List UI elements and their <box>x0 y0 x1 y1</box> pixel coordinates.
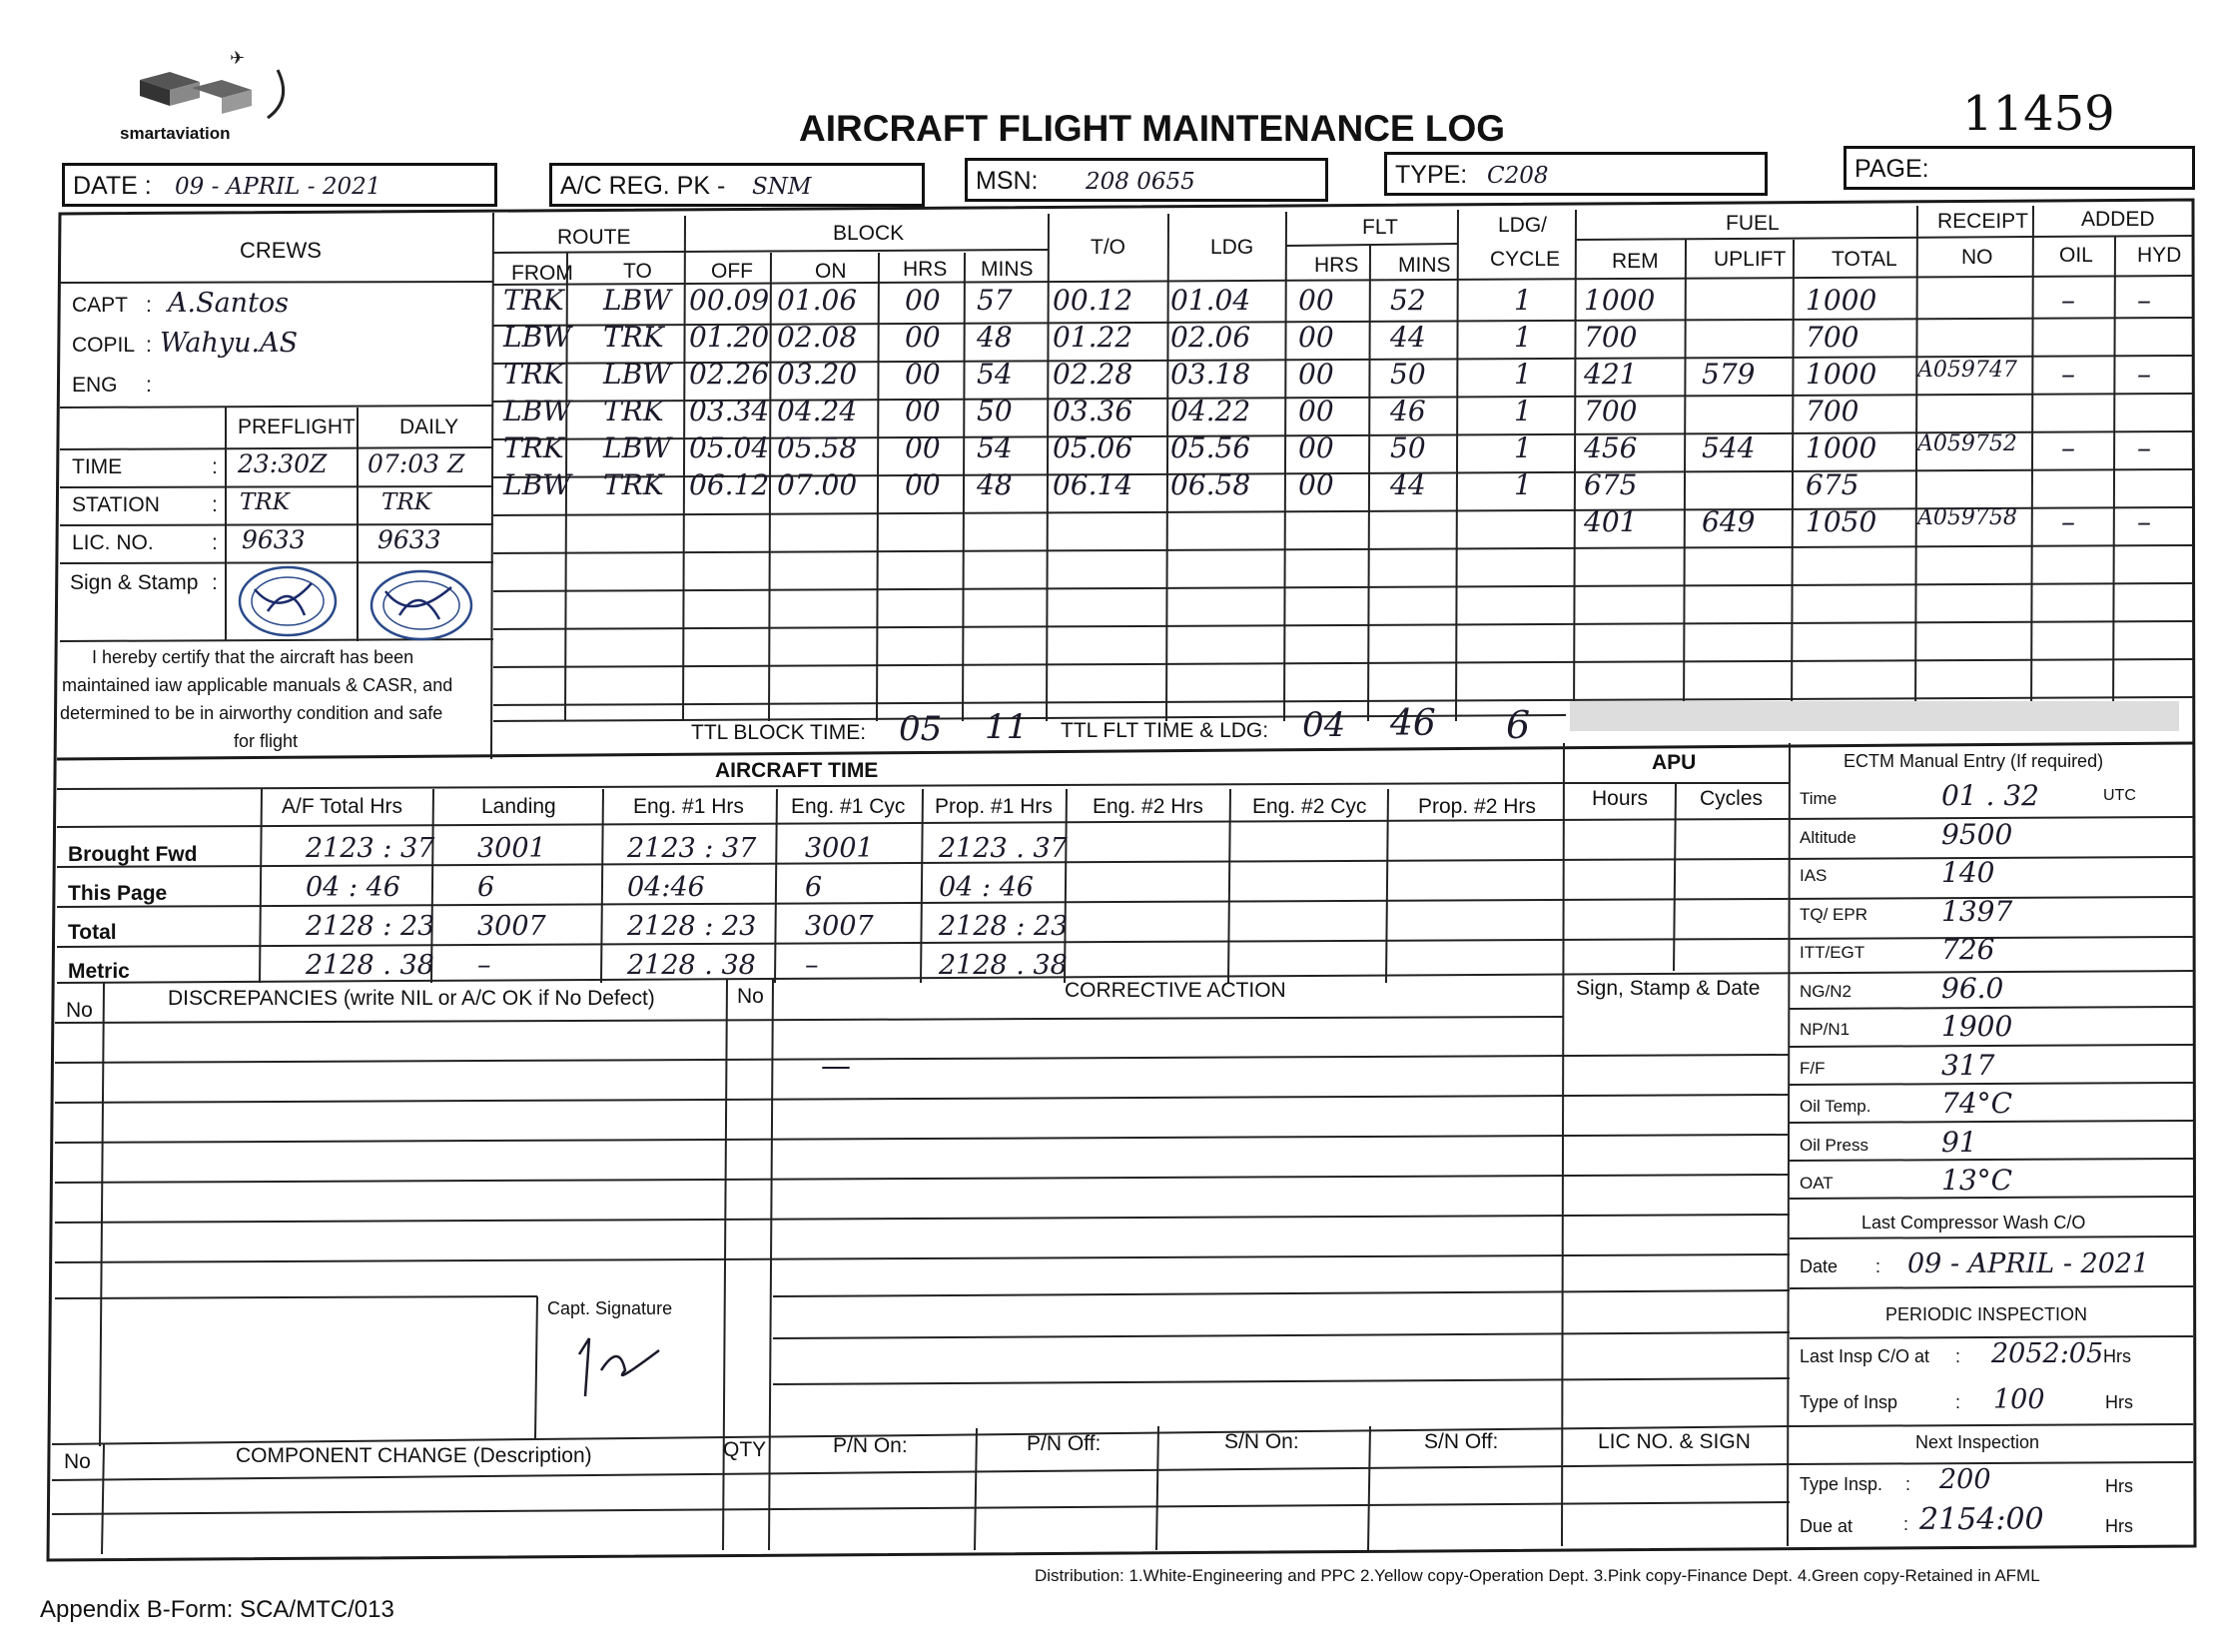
ectm-row-value: 96.0 <box>1941 971 2004 1005</box>
aircraft-time-title: AIRCRAFT TIME <box>715 759 879 782</box>
flight-cell-oil: – <box>2061 358 2075 391</box>
apu-cycles-header: Cycles <box>1700 787 1764 810</box>
capt-name: A.Santos <box>168 288 290 319</box>
compressor-date-value: 09 - APRIL - 2021 <box>1907 1248 2150 1279</box>
cert-line-2: maintained iaw applicable manuals & CASR, and <box>62 675 453 695</box>
flight-cell-cycle: 1 <box>1514 431 1532 464</box>
sign-stamp-date-header: Sign, Stamp & Date <box>1576 977 1761 1000</box>
flight-cell-hyd: – <box>2137 431 2151 464</box>
lic-daily: 9633 <box>377 525 441 554</box>
signature-stamp-preflight <box>238 565 338 637</box>
ldg-header: LDG <box>1210 236 1254 259</box>
date-field: DATE : 09 - APRIL - 2021 <box>62 163 497 207</box>
flight-cell-mins: 48 <box>977 468 1013 501</box>
station-daily: TRK <box>381 489 431 515</box>
copil-name: Wahyu.AS <box>160 328 299 359</box>
flight-cell-cycle: 1 <box>1514 468 1532 501</box>
flight-cell-on: 03.20 <box>777 358 858 391</box>
flight-cell-cycle: 1 <box>1514 358 1532 391</box>
compressor-date-label: Date <box>1800 1256 1839 1276</box>
ectm-row-value: 9500 <box>1941 817 2013 851</box>
flight-cell-cycle: 1 <box>1514 284 1532 317</box>
hrs-header: HRS <box>903 258 948 281</box>
form-number: Appendix B-Form: SCA/MTC/013 <box>40 1596 394 1623</box>
flight-cell-hrs: 00 <box>905 468 941 501</box>
flight-cell-flt-hrs: 00 <box>1298 468 1334 501</box>
ectm-row-value: 91 <box>1941 1125 1977 1159</box>
aircraft-time-header: Landing <box>481 795 556 818</box>
flight-cell-hyd: – <box>2137 505 2151 538</box>
type-insp-label: Type of Insp <box>1800 1392 1898 1412</box>
station-label: STATION <box>72 493 160 516</box>
flight-cell-on: 07.00 <box>777 468 858 501</box>
sn-on-header: S/N On: <box>1224 1430 1299 1453</box>
flight-cell-rem: 700 <box>1584 321 1638 354</box>
off-header: OFF <box>711 260 753 283</box>
flight-cell-on: 01.06 <box>777 284 858 317</box>
flight-cell-flt-mins: 44 <box>1390 321 1426 354</box>
flight-cell-ldg: 01.04 <box>1170 284 1251 317</box>
flight-cell-receipt: A059758 <box>1917 505 2017 530</box>
page-title: AIRCRAFT FLIGHT MAINTENANCE LOG <box>799 108 1506 149</box>
logo-text: smartaviation <box>120 124 231 143</box>
next-type-label: Type Insp. <box>1800 1474 1883 1494</box>
aircraft-time-cell-prop1: 04 : 46 <box>939 872 1034 903</box>
last-insp-unit: Hrs <box>2103 1346 2131 1366</box>
ldg-cycle-header-1: LDG/ <box>1498 214 1548 237</box>
aircraft-time-row-label: This Page <box>68 882 168 905</box>
ectm-row-unit: UTC <box>2103 787 2136 804</box>
flight-cell-receipt: A059752 <box>1917 431 2017 456</box>
ectm-row-label: F/F <box>1800 1058 1826 1078</box>
corrective-title: CORRECTIVE ACTION <box>1065 979 1286 1002</box>
due-value: 2154:00 <box>1919 1502 2044 1537</box>
aircraft-time-cell-eng1: 2128 : 23 <box>627 911 757 942</box>
flight-cell-total: 1000 <box>1806 431 1877 464</box>
flight-cell-flt-hrs: 00 <box>1298 284 1334 317</box>
aircraft-time-cell-eng1cyc: 3001 <box>805 833 874 864</box>
flight-cell-hrs: 00 <box>905 358 941 391</box>
crews-title: CREWS <box>240 238 322 263</box>
flight-cell-total: 1050 <box>1806 505 1877 538</box>
aircraft-time-cell-prop1: 2128 . 38 <box>939 950 1068 981</box>
to-header: TO <box>623 260 652 283</box>
flight-cell-mins: 48 <box>977 321 1013 354</box>
added-header: ADDED <box>2081 208 2155 231</box>
flight-cell-flt-mins: 44 <box>1390 468 1426 501</box>
aircraft-time-header: A/F Total Hrs <box>282 795 402 818</box>
flight-cell-off: 05.04 <box>689 431 770 464</box>
time-label: TIME <box>72 455 123 478</box>
flight-cell-total: 1000 <box>1806 284 1877 317</box>
qty-header: QTY <box>723 1438 767 1461</box>
flight-cell-total: 700 <box>1806 321 1859 354</box>
next-insp-title: Next Inspection <box>1915 1432 2040 1452</box>
flight-cell-ldg: 02.06 <box>1170 321 1251 354</box>
aircraft-time-header: Prop. #2 Hrs <box>1418 795 1536 818</box>
aircraft-time-cell-af: 2128 . 38 <box>306 950 434 981</box>
ldg-cycle-header-2: CYCLE <box>1490 248 1561 271</box>
flight-cell-to-time: 02.28 <box>1053 358 1133 391</box>
flight-cell-from: LBW <box>503 468 571 501</box>
ectm-row-label: NP/N1 <box>1800 1020 1851 1039</box>
flight-cell-mins: 50 <box>977 395 1013 427</box>
flight-cell-oil: – <box>2061 505 2075 538</box>
aircraft-time-cell-eng1: 2123 : 37 <box>627 833 757 864</box>
captain-signature <box>579 1338 659 1396</box>
aircraft-time-cell-landing: 6 <box>477 872 495 903</box>
aircraft-time-row-label: Brought Fwd <box>68 843 198 866</box>
rem-header: REM <box>1612 250 1659 273</box>
capt-label: CAPT <box>72 294 129 317</box>
flt-header: FLT <box>1362 216 1398 239</box>
flight-cell-off: 02.26 <box>689 358 770 391</box>
type-insp-unit: Hrs <box>2105 1392 2133 1412</box>
reg-field: A/C REG. PK - SNM <box>549 163 925 207</box>
preflight-header: PREFLIGHT <box>238 415 356 438</box>
aircraft-time-cell-eng1cyc: 6 <box>805 872 823 903</box>
flight-cell-cycle: 1 <box>1514 321 1532 354</box>
flight-cell-to: TRK <box>603 395 664 427</box>
ectm-row-value: 13°C <box>1941 1164 2013 1197</box>
flight-cell-on: 02.08 <box>777 321 858 354</box>
page-field: PAGE: <box>1844 146 2195 190</box>
ectm-row-value: 317 <box>1941 1048 1995 1082</box>
aircraft-time-cell-landing: 3007 <box>477 911 546 942</box>
ectm-row-value: 1900 <box>1941 1010 2013 1043</box>
flight-cell-on: 05.58 <box>777 431 858 464</box>
sign-stamp-label: Sign & Stamp <box>70 571 199 594</box>
flight-cell-from: LBW <box>503 321 571 354</box>
distribution-note: Distribution: 1.White-Engineering and PPC 2.Yellow copy-Operation Dept. 3.Pink copy-Finance Dept. 4.Green copy-Retained in AFML <box>1035 1566 2040 1585</box>
aircraft-time-cell-landing: 3001 <box>477 833 546 864</box>
time-preflight: 23:30Z <box>238 449 328 478</box>
ectm-row-label: OAT <box>1800 1174 1834 1193</box>
flight-cell-hrs: 00 <box>905 395 941 427</box>
eng-label: ENG <box>72 374 118 397</box>
aircraft-time-cell-eng1cyc: – <box>805 950 819 981</box>
ectm-row-label: Oil Press <box>1800 1135 1868 1155</box>
compressor-title: Last Compressor Wash C/O <box>1861 1213 2086 1233</box>
flight-cell-ldg: 03.18 <box>1170 358 1251 391</box>
flight-cell-flt-hrs: 00 <box>1298 431 1334 464</box>
flight-cell-hyd: – <box>2137 358 2151 391</box>
on-header: ON <box>815 260 847 283</box>
aircraft-time-row-label: Total <box>68 921 117 944</box>
ttl-block-mins: 11 <box>985 707 1029 747</box>
flight-cell-on: 04.24 <box>777 395 858 427</box>
flight-cell-to: TRK <box>603 468 664 501</box>
aircraft-time-cell-af: 2123 : 37 <box>306 833 435 864</box>
mins-header: MINS <box>981 258 1034 281</box>
ectm-row-label: NG/N2 <box>1800 981 1851 1001</box>
flight-cell-mins: 57 <box>977 284 1013 317</box>
flight-cell-to-time: 03.36 <box>1053 395 1133 427</box>
flight-cell-ldg: 05.56 <box>1170 431 1251 464</box>
flight-cell-to-time: 00.12 <box>1053 284 1133 317</box>
svg-text:✈: ✈ <box>230 50 246 68</box>
aircraft-time-cell-af: 04 : 46 <box>306 872 400 903</box>
flight-cell-hrs: 00 <box>905 284 941 317</box>
lic-sign-header: LIC NO. & SIGN <box>1598 1430 1751 1453</box>
ttl-ldg: 6 <box>1506 703 1531 747</box>
corrective-no-header: No <box>737 985 764 1008</box>
cert-line-4: for flight <box>234 731 299 751</box>
hyd-header: HYD <box>2137 244 2182 267</box>
flight-cell-hrs: 00 <box>905 321 941 354</box>
flight-cell-cycle: 1 <box>1514 395 1532 427</box>
ectm-row-label: Altitude <box>1800 827 1856 847</box>
time-daily: 07:03 Z <box>368 449 465 478</box>
flight-cell-oil: – <box>2061 431 2075 464</box>
ectm-row-value: 726 <box>1941 933 1995 966</box>
receipt-header-2: NO <box>1961 246 1993 269</box>
ttl-flt-hrs: 04 <box>1302 705 1346 745</box>
corrective-first-entry: — <box>821 1049 851 1084</box>
flight-cell-total: 675 <box>1806 468 1859 501</box>
flight-cell-ldg: 06.58 <box>1170 468 1251 501</box>
aircraft-time-header: Prop. #1 Hrs <box>935 795 1053 818</box>
aircraft-time-cell-af: 2128 : 23 <box>306 911 435 942</box>
flight-cell-from: TRK <box>503 431 564 464</box>
flight-cell-off: 01.20 <box>689 321 770 354</box>
type-field: TYPE: C208 <box>1384 152 1768 196</box>
uplift-header: UPLIFT <box>1714 248 1787 271</box>
flight-cell-uplift: 579 <box>1702 358 1756 391</box>
flight-cell-from: TRK <box>503 284 564 317</box>
ectm-row-label: Time <box>1800 789 1838 808</box>
last-insp-label: Last Insp C/O at <box>1800 1346 1930 1366</box>
signature-stamp-daily <box>370 569 473 641</box>
lic-preflight: 9633 <box>242 525 306 554</box>
last-insp-value: 2052:05 <box>1991 1338 2104 1369</box>
ectm-row-label: Oil Temp. <box>1800 1097 1871 1116</box>
takeoff-header: T/O <box>1091 236 1125 259</box>
flight-cell-rem: 1000 <box>1584 284 1656 317</box>
flight-cell-total: 700 <box>1806 395 1859 427</box>
pn-off-header: P/N Off: <box>1027 1432 1102 1455</box>
flt-mins-header: MINS <box>1398 254 1451 277</box>
ectm-row-value: 140 <box>1941 856 1995 889</box>
flight-cell-to-time: 05.06 <box>1053 431 1133 464</box>
flight-cell-ldg: 04.22 <box>1170 395 1251 427</box>
lic-label: LIC. NO. <box>72 531 154 554</box>
flight-cell-hrs: 00 <box>905 431 941 464</box>
flight-cell-rem: 700 <box>1584 395 1638 427</box>
aircraft-time-header: Eng. #2 Cyc <box>1252 795 1367 818</box>
daily-header: DAILY <box>399 415 459 438</box>
aircraft-time-cell-eng1cyc: 3007 <box>805 911 874 942</box>
flight-cell-rem: 401 <box>1584 505 1638 538</box>
ttl-block-label: TTL BLOCK TIME: <box>691 721 867 744</box>
pn-on-header: P/N On: <box>833 1434 908 1457</box>
station-preflight: TRK <box>240 489 290 515</box>
ttl-flt-label: TTL FLT TIME & LDG: <box>1061 719 1269 742</box>
flight-cell-oil: – <box>2061 284 2075 317</box>
next-type-value: 200 <box>1939 1464 1991 1495</box>
next-type-unit: Hrs <box>2105 1476 2133 1496</box>
flight-cell-flt-hrs: 00 <box>1298 358 1334 391</box>
component-no-header: No <box>64 1450 91 1473</box>
fuel-header: FUEL <box>1726 212 1780 235</box>
flt-hrs-header: HRS <box>1314 254 1359 277</box>
aircraft-time-row-label: Metric <box>68 960 130 983</box>
periodic-title: PERIODIC INSPECTION <box>1885 1304 2088 1324</box>
discrepancy-title: DISCREPANCIES (write NIL or A/C OK if No Defect) <box>168 987 655 1010</box>
ectm-row-value: 74°C <box>1941 1087 2013 1120</box>
flight-cell-from: LBW <box>503 395 571 427</box>
route-header: ROUTE <box>557 226 631 249</box>
flight-cell-uplift: 544 <box>1702 431 1756 464</box>
flight-cell-off: 03.34 <box>689 395 770 427</box>
aircraft-time-cell-prop1: 2123 . 37 <box>939 833 1068 864</box>
flight-cell-to: LBW <box>603 284 671 317</box>
component-title: COMPONENT CHANGE (Description) <box>236 1444 592 1467</box>
flight-cell-to: LBW <box>603 431 671 464</box>
aircraft-time-cell-landing: – <box>477 950 491 981</box>
aircraft-time-cell-eng1: 04:46 <box>627 872 705 903</box>
flight-cell-to: TRK <box>603 321 664 354</box>
ttl-block-hrs: 05 <box>899 709 943 749</box>
aircraft-time-header: Eng. #1 Hrs <box>633 795 744 818</box>
ectm-row-label: TQ/ EPR <box>1800 904 1868 924</box>
flight-cell-off: 06.12 <box>689 468 770 501</box>
ectm-row-value: 01 . 32 <box>1941 779 2039 812</box>
ectm-row-label: ITT/EGT <box>1800 943 1865 962</box>
receipt-header-1: RECEIPT <box>1937 210 2029 233</box>
flight-cell-to: LBW <box>603 358 671 391</box>
due-unit: Hrs <box>2105 1516 2133 1536</box>
apu-title: APU <box>1652 751 1697 774</box>
flight-cell-rem: 675 <box>1584 468 1638 501</box>
aircraft-time-header: Eng. #2 Hrs <box>1093 795 1203 818</box>
apu-hours-header: Hours <box>1592 787 1649 810</box>
flight-cell-flt-hrs: 00 <box>1298 395 1334 427</box>
flight-cell-flt-mins: 46 <box>1390 395 1426 427</box>
cert-line-3: determined to be in airworthy condition and safe <box>60 703 443 723</box>
type-insp-value: 100 <box>1993 1384 2045 1415</box>
flight-cell-mins: 54 <box>977 431 1013 464</box>
total-header: TOTAL <box>1832 248 1897 271</box>
sn-off-header: S/N Off: <box>1424 1430 1499 1453</box>
flight-cell-to-time: 06.14 <box>1053 468 1133 501</box>
ttl-flt-mins: 46 <box>1390 703 1436 744</box>
flight-cell-flt-mins: 50 <box>1390 358 1426 391</box>
flight-cell-hyd: – <box>2137 284 2151 317</box>
aircraft-time-header: Eng. #1 Cyc <box>791 795 906 818</box>
serial-number: 11459 <box>1962 86 2115 142</box>
ectm-row-label: IAS <box>1800 866 1828 885</box>
flight-cell-flt-mins: 50 <box>1390 431 1426 464</box>
cert-line-1: I hereby certify that the aircraft has been <box>92 647 414 667</box>
flight-cell-off: 00.09 <box>689 284 770 317</box>
due-label: Due at <box>1800 1516 1853 1536</box>
block-header: BLOCK <box>833 222 905 245</box>
flight-cell-mins: 54 <box>977 358 1013 391</box>
flight-cell-flt-mins: 52 <box>1390 284 1426 317</box>
ectm-title: ECTM Manual Entry (If required) <box>1844 751 2104 771</box>
from-header: FROM <box>511 262 573 285</box>
capt-signature-label: Capt. Signature <box>547 1298 673 1318</box>
aircraft-time-cell-eng1: 2128 . 38 <box>627 950 756 981</box>
msn-field: MSN: 208 0655 <box>965 158 1328 202</box>
flight-cell-total: 1000 <box>1806 358 1877 391</box>
flight-cell-uplift: 649 <box>1702 505 1756 538</box>
flight-cell-rem: 421 <box>1584 358 1638 391</box>
copil-label: COPIL <box>72 334 136 357</box>
oil-header: OIL <box>2059 244 2093 267</box>
aircraft-time-cell-prop1: 2128 : 23 <box>939 911 1069 942</box>
flight-cell-rem: 456 <box>1584 431 1638 464</box>
flight-cell-receipt: A059747 <box>1917 358 2017 383</box>
discrepancy-no-header: No <box>66 999 93 1022</box>
flight-cell-flt-hrs: 00 <box>1298 321 1334 354</box>
flight-cell-to-time: 01.22 <box>1053 321 1133 354</box>
flight-cell-from: TRK <box>503 358 564 391</box>
ectm-row-value: 1397 <box>1941 894 2013 928</box>
